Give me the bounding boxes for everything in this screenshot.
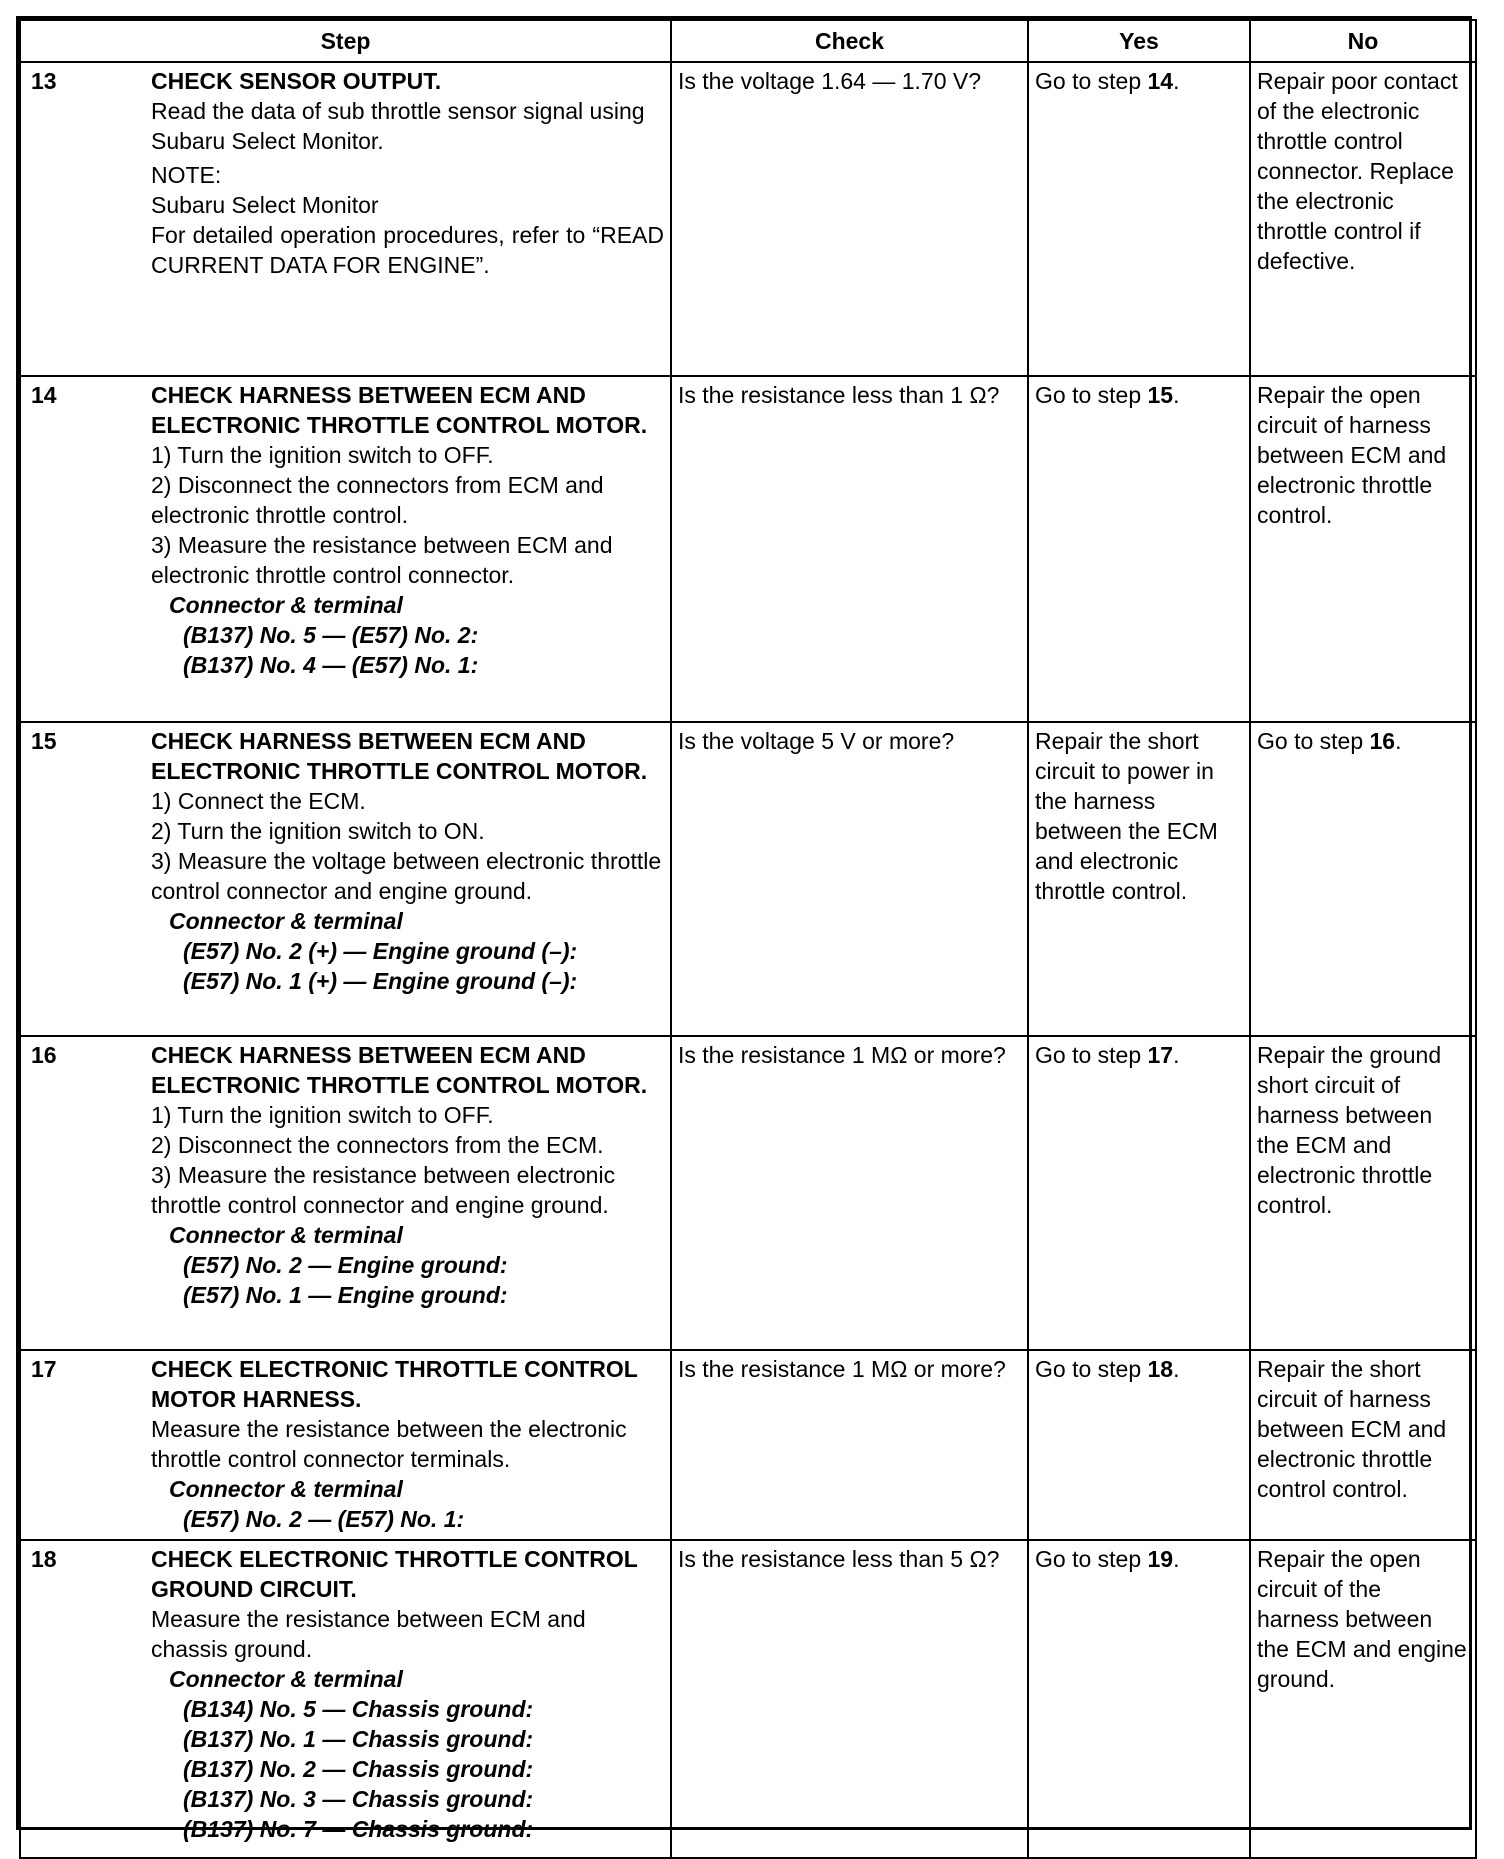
- step-number: 16: [31, 1042, 57, 1068]
- step-instruction: Measure the resistance between the electronic throttle control connector terminals.: [151, 1416, 627, 1472]
- connector-terminal-spec: (B137) No. 5 — (E57) No. 2:: [183, 622, 479, 648]
- step-instruction: NOTE:: [151, 162, 222, 188]
- step-instruction: Subaru Select Monitor: [151, 192, 379, 218]
- step-instruction: For detailed operation procedures, refer to “READ CURRENT DATA FOR ENGINE”.: [151, 222, 664, 278]
- no-cell: [1250, 722, 1476, 1036]
- yes-text-suffix: .: [1173, 1356, 1180, 1382]
- no-text: Go to step: [1257, 728, 1370, 754]
- yes-cell: [1028, 1540, 1250, 1858]
- connector-terminal-spec: (E57) No. 2 — (E57) No. 1:: [183, 1506, 465, 1532]
- step-instruction: 3) Measure the resistance between electronic throttle control connector and engine ground.: [151, 1162, 616, 1218]
- yes-step-ref: 17: [1147, 1042, 1174, 1068]
- step-number: 18: [31, 1546, 57, 1572]
- yes-cell: [1028, 722, 1250, 1036]
- step-cell: [20, 722, 671, 1036]
- yes-cell: [1028, 62, 1250, 376]
- table-row: [20, 376, 1476, 722]
- header-no: No: [1250, 20, 1476, 62]
- header-yes: Yes: [1028, 20, 1250, 62]
- yes-cell: [1028, 1036, 1250, 1350]
- table-row: [20, 1350, 1476, 1540]
- yes-text-suffix: .: [1173, 1042, 1180, 1068]
- connector-terminal-spec: (B134) No. 5 — Chassis ground:: [183, 1696, 534, 1722]
- yes-text: Go to step: [1035, 1356, 1148, 1382]
- no-text: Repair the ground short circuit of harness between the ECM and electronic throttle control.: [1257, 1042, 1442, 1218]
- step-cell: [20, 62, 671, 376]
- step-cell: [20, 376, 671, 722]
- yes-step-ref: 18: [1147, 1356, 1174, 1382]
- step-number: 14: [31, 382, 57, 408]
- connector-terminal-spec: (B137) No. 3 — Chassis ground:: [183, 1786, 534, 1812]
- yes-text-suffix: .: [1173, 68, 1180, 94]
- connector-heading: Connector & terminal: [169, 1222, 403, 1248]
- step-body: [151, 380, 664, 680]
- no-text-suffix: .: [1395, 728, 1402, 754]
- step-number: 13: [31, 68, 57, 94]
- step-instruction: Read the data of sub throttle sensor signal using Subaru Select Monitor.: [151, 98, 645, 154]
- no-cell: [1250, 1350, 1476, 1540]
- step-body: [151, 726, 664, 996]
- step-title: CHECK SENSOR OUTPUT.: [151, 68, 442, 94]
- check-cell: Is the voltage 5 V or more?: [671, 722, 1028, 1036]
- table-row: [20, 62, 1476, 376]
- step-body: [151, 66, 664, 280]
- yes-cell: [1028, 1350, 1250, 1540]
- connector-heading: Connector & terminal: [169, 1476, 403, 1502]
- connector-terminal-spec: (B137) No. 7 — Chassis ground:: [183, 1816, 534, 1842]
- table-header-row: [20, 20, 1476, 62]
- no-cell: [1250, 376, 1476, 722]
- yes-text-suffix: .: [1173, 1546, 1180, 1572]
- yes-step-ref: 15: [1147, 382, 1174, 408]
- connector-heading: Connector & terminal: [169, 1666, 403, 1692]
- diagnostic-table: [19, 19, 1477, 1859]
- check-cell: Is the resistance less than 1 Ω?: [671, 376, 1028, 722]
- header-step: Step: [20, 20, 671, 62]
- header-check: Check: [671, 20, 1028, 62]
- step-title: CHECK HARNESS BETWEEN ECM AND ELECTRONIC THROTTLE CONTROL MOTOR.: [151, 1042, 648, 1098]
- step-title: CHECK ELECTRONIC THROTTLE CONTROL MOTOR HARNESS.: [151, 1356, 638, 1412]
- connector-terminal-spec: (B137) No. 2 — Chassis ground:: [183, 1756, 534, 1782]
- connector-terminal-spec: (E57) No. 1 (+) — Engine ground (–):: [183, 968, 578, 994]
- yes-text: Repair the short circuit to power in the harness between the ECM and electronic throttle control.: [1035, 728, 1218, 904]
- step-body: [151, 1354, 664, 1534]
- step-instruction: 1) Turn the ignition switch to OFF.: [151, 442, 494, 468]
- step-cell: [20, 1036, 671, 1350]
- yes-text: Go to step: [1035, 68, 1148, 94]
- step-title: CHECK HARNESS BETWEEN ECM AND ELECTRONIC THROTTLE CONTROL MOTOR.: [151, 728, 648, 784]
- step-instruction: 3) Measure the resistance between ECM and electronic throttle control connector.: [151, 532, 613, 588]
- step-instruction: 1) Connect the ECM.: [151, 788, 366, 814]
- no-text: Repair the open circuit of the harness between the ECM and engine ground.: [1257, 1546, 1467, 1692]
- connector-heading: Connector & terminal: [169, 592, 403, 618]
- step-body: [151, 1040, 664, 1310]
- check-cell: Is the resistance 1 MΩ or more?: [671, 1350, 1028, 1540]
- connector-terminal-spec: (E57) No. 2 — Engine ground:: [183, 1252, 508, 1278]
- connector-heading: Connector & terminal: [169, 908, 403, 934]
- step-instruction: 2) Disconnect the connectors from the ECM.: [151, 1132, 604, 1158]
- step-instruction: 1) Turn the ignition switch to OFF.: [151, 1102, 494, 1128]
- yes-text: Go to step: [1035, 382, 1148, 408]
- step-number: 15: [31, 728, 57, 754]
- step-title: CHECK HARNESS BETWEEN ECM AND ELECTRONIC THROTTLE CONTROL MOTOR.: [151, 382, 648, 438]
- no-step-ref: 16: [1369, 728, 1396, 754]
- yes-step-ref: 19: [1147, 1546, 1174, 1572]
- yes-text: Go to step: [1035, 1546, 1148, 1572]
- step-title: CHECK ELECTRONIC THROTTLE CONTROL GROUND CIRCUIT.: [151, 1546, 638, 1602]
- no-text: Repair poor contact of the electronic throttle control connector. Replace the electronic throttle control if defective.: [1257, 68, 1458, 274]
- check-cell: Is the resistance less than 5 Ω?: [671, 1540, 1028, 1858]
- yes-text-suffix: .: [1173, 382, 1180, 408]
- step-instruction: 2) Turn the ignition switch to ON.: [151, 818, 485, 844]
- no-text: Repair the open circuit of harness between ECM and electronic throttle control.: [1257, 382, 1447, 528]
- step-instruction: Measure the resistance between ECM and chassis ground.: [151, 1606, 586, 1662]
- no-text: Repair the short circuit of harness between ECM and electronic throttle control control.: [1257, 1356, 1447, 1502]
- table-row: [20, 722, 1476, 1036]
- no-cell: [1250, 1540, 1476, 1858]
- connector-terminal-spec: (E57) No. 1 — Engine ground:: [183, 1282, 508, 1308]
- connector-terminal-spec: (E57) No. 2 (+) — Engine ground (–):: [183, 938, 578, 964]
- step-cell: [20, 1350, 671, 1540]
- step-instruction: 3) Measure the voltage between electronic throttle control connector and engine ground.: [151, 848, 662, 904]
- check-cell: Is the resistance 1 MΩ or more?: [671, 1036, 1028, 1350]
- table-row: [20, 1036, 1476, 1350]
- yes-step-ref: 14: [1147, 68, 1174, 94]
- connector-terminal-spec: (B137) No. 4 — (E57) No. 1:: [183, 652, 479, 678]
- step-number: 17: [31, 1356, 57, 1382]
- step-cell: [20, 1540, 671, 1858]
- check-cell: Is the voltage 1.64 — 1.70 V?: [671, 62, 1028, 376]
- step-body: [151, 1544, 664, 1844]
- no-cell: [1250, 62, 1476, 376]
- table-row: [20, 1540, 1476, 1858]
- diagnostic-table-frame: [16, 16, 1472, 1842]
- connector-terminal-spec: (B137) No. 1 — Chassis ground:: [183, 1726, 534, 1752]
- yes-text: Go to step: [1035, 1042, 1148, 1068]
- yes-cell: [1028, 376, 1250, 722]
- no-cell: [1250, 1036, 1476, 1350]
- step-instruction: 2) Disconnect the connectors from ECM and electronic throttle control.: [151, 472, 604, 528]
